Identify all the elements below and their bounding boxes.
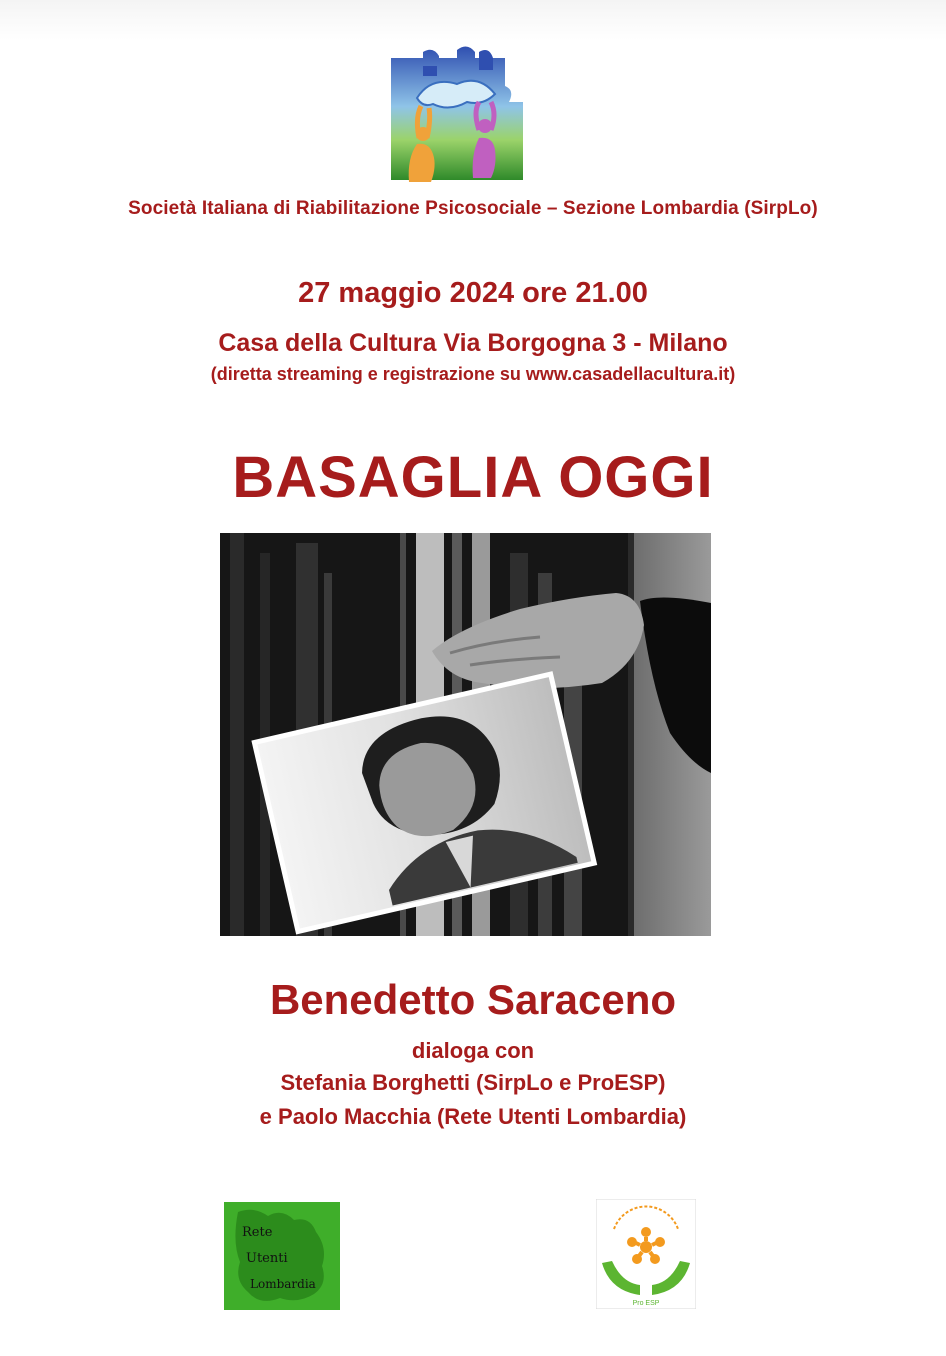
guest-speaker-1: Stefania Borghetti (SirpLo e ProESP) xyxy=(280,1070,666,1095)
streaming-note: (diretta streaming e registrazione su www.casadellacultura.it) xyxy=(210,364,736,384)
rete-utenti-lombardia-logo xyxy=(224,1202,340,1310)
rul-line-3: Lombardia xyxy=(250,1277,316,1291)
dialogue-intro: dialoga con xyxy=(411,1038,535,1063)
rul-line-2: Utenti xyxy=(246,1251,288,1266)
organization-name: Società Italiana di Riabilitazione Psicosociale – Sezione Lombardia (SirpLo) xyxy=(128,198,818,219)
event-date-time: 27 maggio 2024 ore 21.00 xyxy=(298,277,648,309)
event-venue: Casa della Cultura Via Borgogna 3 - Milano xyxy=(218,329,728,357)
rul-line-1: Rete xyxy=(242,1225,273,1240)
event-title: BASAGLIA OGGI xyxy=(232,445,714,510)
main-speaker: Benedetto Saraceno xyxy=(269,976,677,1023)
top-fade xyxy=(0,0,946,40)
event-photo xyxy=(220,533,711,936)
proesp-caption: Pro ESP xyxy=(632,1300,660,1307)
sirplo-logo xyxy=(387,46,527,186)
guest-speaker-2: e Paolo Macchia (Rete Utenti Lombardia) xyxy=(259,1104,687,1129)
proesp-logo xyxy=(596,1199,696,1309)
